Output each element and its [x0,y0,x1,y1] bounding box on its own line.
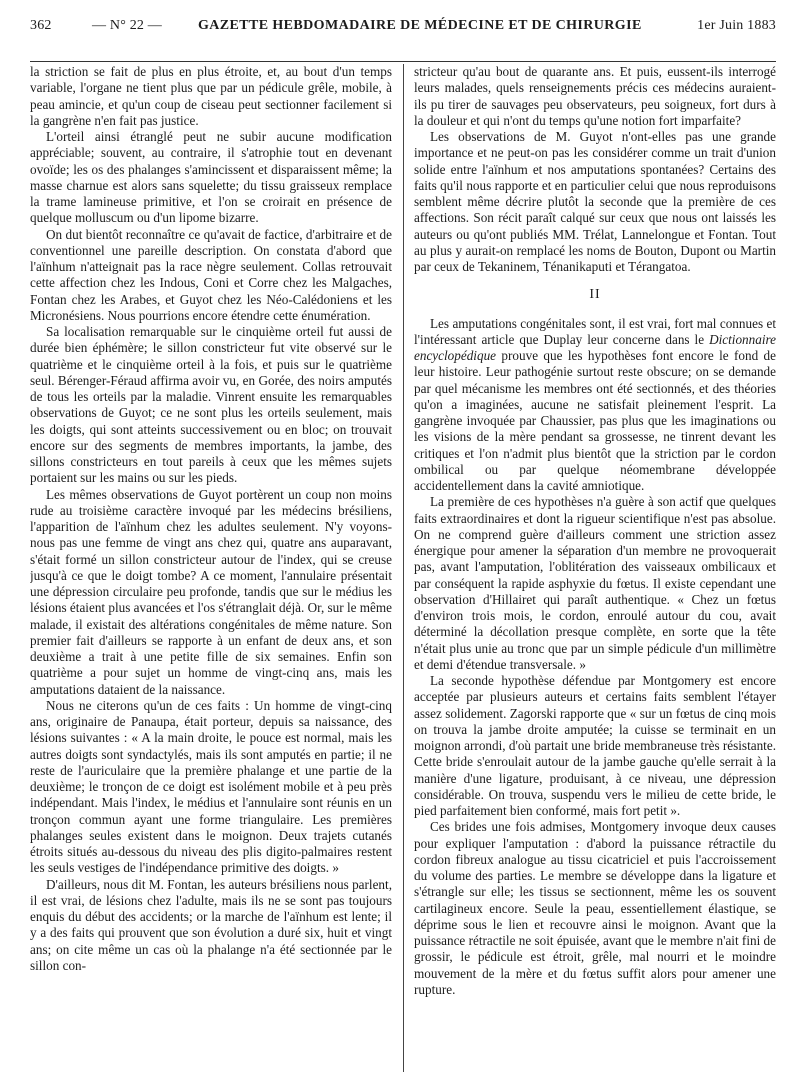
paragraph: On dut bientôt reconnaître ce qu'avait de factice, d'arbitraire et de conventionnel une pareille description. On constata d'abord que l'aïnhum n'atteignait pas la race nègre seulement. Collas retrouvait cette affection chez les Indous, Coni et Corre chez les Malgaches, Fontan chez les Arabes, et Guyot chez les Néo-Calédoniens et les Micronésiens. Nous pourrions encore étendre cette énumération. [30,226,392,323]
right-column [414,64,776,1072]
page-number: 362 [30,18,52,33]
paragraph: la striction se fait de plus en plus étroite, et, au bout d'un temps variable, l'organe ne tient plus que par un pédicule grêle, mobile, à peau amincie, et qu'un coup de ciseau peut sectionner facilement si la gangrène n'en fait pas justice. [30,64,392,128]
paragraph: Ces brides une fois admises, Montgomery invoque deux causes pour expliquer l'amputation : d'abord la puissance rétractile du cordon fibreux analogue au tissu cicatriciel et puis l'accroissement du volume des parties. Le membre se développe dans la ligature et s'étrangle sur elle; les tissus se sectionnent, même les os souvent cartilagineux encore. Seule la peau, essentiellement élastique, se déprime sous le lien et recouvre ainsi le moignon. Avant que la puissance rétractile ne soit épuisée, avant que le membre n'ait fini de grossir, le pédicule est étroit, grêle, mal nourri et le moindre mouvement de la mère et du fœtus suffit alors pour amener une rupture. [414,819,776,997]
journal-title: GAZETTE HEBDOMADAIRE DE MÉDECINE ET DE CHIRURGIE [198,18,642,33]
left-column [30,64,392,1072]
paragraph: Nous ne citerons qu'un de ces faits : Un homme de vingt-cinq ans, originaire de Panaupa, était porteur, depuis sa naissance, des lésions suivantes : « A la main droite, le pouce est normal, mais les autres doigts sont syndactylés, mais ils sont amputés en partie; il ne reste de l'auriculaire que la première phalange et une partie de la deuxième; le tronçon de ce doigt est isolément mobile et à peu près indépendant. Mais l'index, le médius et l'annulaire sont réunis en un tronçon commun ayant une forme triangulaire. Les premières phalanges seules existent dans le moignon. Deux trajets cutanés étroits situés au-dessous du niveau des plis digito-palmaires restent les seuls vestiges de l'indépendance primitive des doigts. » [30,697,392,876]
header-rule [30,61,776,62]
paragraph [414,316,776,495]
issue-number: — N° 22 — [92,18,163,33]
article-body [30,64,776,1072]
paragraph: stricteur qu'au bout de quarante ans. Et puis, eussent-ils interrogé leurs malades, quels renseignements précis ces médecins auraient-ils pu tirer de sauvages peu observateurs, peu soigneux, fort durs à la douleur et qui n'ont du temps qu'une notion fort imparfaite? [414,64,776,128]
paragraph: L'orteil ainsi étranglé peut ne subir aucune modification appréciable; souvent, au contraire, il s'atrophie tout en devenant ovoïde; les os des phalanges s'amincissent et disparaissent même; la masse charnue est alors sans squelette; du tissu graisseux remplace la trame lamineuse primitive, et l'on se croirait en présence de quelque molluscum ou d'un lipome bizarre. [30,129,392,226]
section-heading: II [589,287,601,303]
page-header [30,14,776,42]
paragraph: Sa localisation remarquable sur le cinquième orteil fut aussi de durée bien éphémère; le sillon constricteur fut vite observé sur le quatrième et le cinquième orteil à la fois, et puis sur le quatrième seul. Bérenger-Féraud affirma avoir vu, en Gorée, des noirs amputés de tous les orteils par la maladie. Vinrent ensuite les remarquables observations de Guyot; ce ne sont plus les orteils seulement, mais les doigts, qui sont atteints successivement ou en bloc; on trouvait encore sur des segments de membres importants, la jambe, des sillons constricteurs en tout pareils à ceux que les mêmes sujets portaient sur les mains ou sur les pieds. [30,324,392,486]
issue-date: 1er Juin 1883 [697,18,776,33]
paragraph: La seconde hypothèse défendue par Montgomery est encore acceptée par plusieurs auteurs et certains faits semblent l'étayer assez solidement. Zagorski rapporte que « sur un fœtus de cinq mois on trouva la jambe droite amputée; la cuisse se terminait en un moignon arrondi, d'où partait une bride membraneuse très résistante. Cette bride s'enroulait autour de la jambe gauche qu'elle serrait à la manière d'une ligature, produisant, à ce niveau, une dépression considérable. On trouva, suspendu vers le milieu de cette bride, le pied parfaitement bien conformé, mais fort petit ». [414,673,776,818]
paragraph: D'ailleurs, nous dit M. Fontan, les auteurs brésiliens nous parlent, il est vrai, de lésions chez l'adulte, mais ils ne se sont pas toujours enquis du début des accidents; or la marche de l'aïnhum est lente; il y a des faits qui prouvent que son évolution a duré six, huit et vingt ans; on cite même un cas où la phalange n'a été sectionnée par le sillon con- [30,876,392,973]
paragraph: Les mêmes observations de Guyot portèrent un coup non moins rude au troisième caractère invoqué par les médecins brésiliens, l'apparition de l'aïnhum chez les adultes seulement. N'y voyons-nous pas une femme de vingt ans chez qui, quatre ans auparavant, s'était formé un sillon constricteur autour de l'index, qui se creuse jusqu'à ce que le doigt tombe? A ce moment, l'annulaire présentait une dépression circulaire peu profonde, tandis que sur le médius les lésions étaient plus avancées et l'os s'étranglait déjà. Or, sur le même malade, il existait des altérations congénitales de même nature. Son premier fait d'ailleurs se rapporte à un enfant de deux ans, et son deuxième a trait à une petite fille de six semaines. Enfin son quatrième a pour sujet un homme de vingt-cinq ans, mais les amputations dataient de la naissance. [30,486,392,697]
paragraph-text: prouve que les hypothèses font encore le fond de leur histoire. Leur pathogénie surtout reste obscure; on se demande par quel mécanisme les membres ont été sectionnés, et des théories qu'on a imaginées, aucune ne satisfait pleinement l'esprit. La gangrène invoquée par Chaussier, pas plus que les imaginations ou les visions de la mère pendant sa grossesse, ne tinrent devant les critiques et l'on n'admit plus bientôt que la striction par le cordon ombilical ou par quelque néomembrane développée accidentellement dans la cavité amniotique. [414,348,776,493]
paragraph: La première de ces hypothèses n'a guère à son actif que quelques faits extraordinaires et dont la rigueur scientifique n'est pas absolue. On ne comprend guère d'ailleurs comment une striction assez énergique pour amener la séparation d'un membre ne provoquerait pas, avant l'amputation, l'oblitération des vaisseaux ombilicaux et par conséquent la rapide asphyxie du fœtus. Il existe cependant une observation d'Hillairet qui paraît authentique. « Chez un fœtus d'environ trois mois, le cordon, enroulé autour du cou, avait déterminé la décollation presque complète, en sorte que la tête n'était plus unie au tronc que par un simple pédicule d'un millimètre et demi d'étendue transversale. » [414,494,776,672]
newspaper-page [30,14,776,1076]
paragraph: Les observations de M. Guyot n'ont-elles pas une grande importance et ne peut-on pas les considérer comme un trait d'union solide entre l'aïnhum et nos amputations spontanées? Certains des faits qu'il nous rapporte et en particulier celui que nous reproduisons semblent même décrire plutôt la seconde que la première de ces affections. Son récit paraît calqué sur ceux que nous ont laissés les auteurs ou qu'ont publiés MM. Trélat, Lannelongue et Fontan. Tout au plus y aurait-on remplacé les noms de Bouton, Dupont ou Martin par ceux de Tekaninem, Ténanikaputi et Térangatoa. [414,129,776,274]
dictionary-title: Dictionnaire encyclopédique [414,331,776,363]
column-divider [403,64,404,1072]
paragraph-text: Les amputations congénitales sont, il est vrai, fort mal connues et l'intéressant article que Duplay leur concerne dans le [414,315,776,347]
